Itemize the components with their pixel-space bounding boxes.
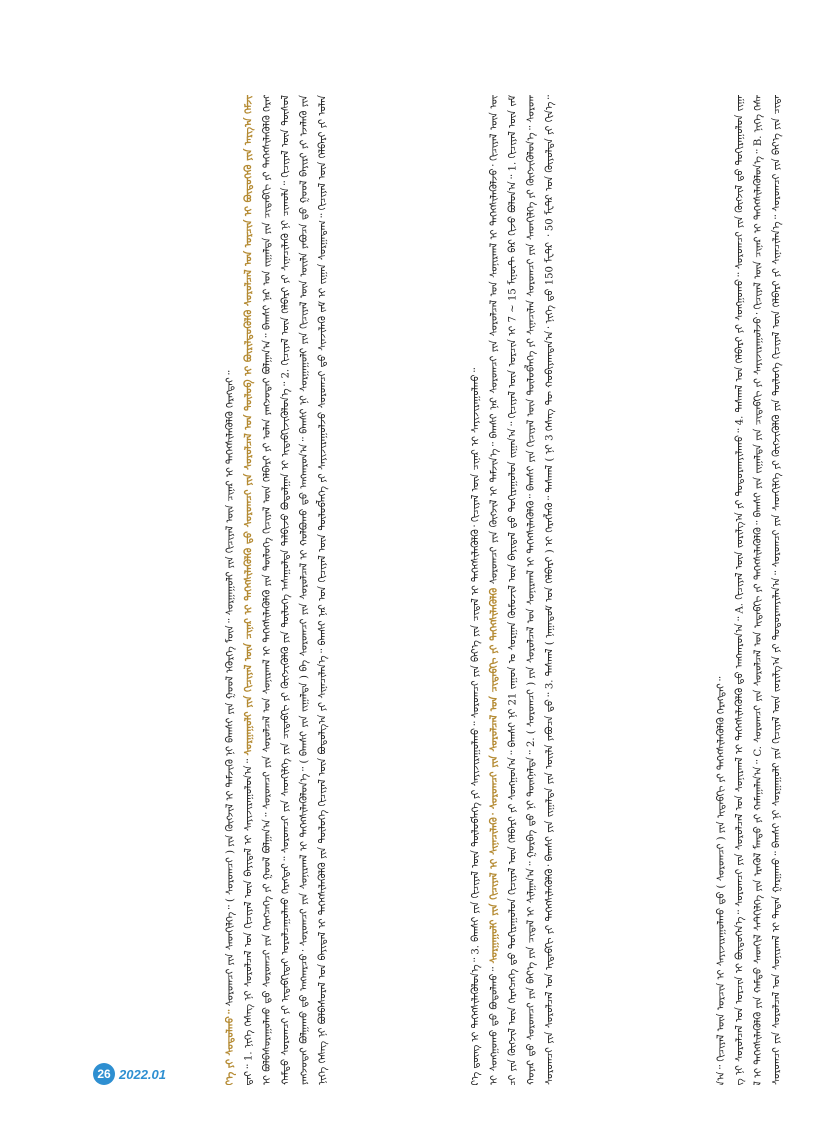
text-column-right [565,95,787,1085]
page-number: 26 [93,1063,115,1085]
section-subheading: ᠰᠤᠷᠤᠯᠴᠠᠯ ᠤᠨ ᠣᠷᠴᠢᠨ ᠢ ᠪᠦᠲᠦᠭᠡᠬᠦ ᠶᠢᠨ ᠠᠷᠭ᠎ᠠ ᠬᠡᠮᠵᠢᠶ᠎ᠡ ᠶᠢ ᠰᠤᠳᠤᠯᠬᠤ᠃ [225,95,255,1085]
column-body [338,95,560,1085]
text-column-middle [338,95,560,1085]
text-column-left [108,95,333,1085]
issue-date: 2022.01 [119,1066,166,1082]
column-body [108,95,333,1085]
body-paragraph: ᠰᠤᠷᠤᠭᠴᠢ ᠶᠢᠨ ᠬᠥᠭᠵᠢᠯ ᠢ ᠳᠡᠮᠵᠢᠨ᠎ᠡ᠃ ᠪᠠᠭᠰᠢ ᠨᠠᠷ ᠰᠤᠷᠤᠭᠴᠢ ᠶᠢᠨ ᠰᠤᠷᠤᠯᠴᠠᠯ ᠤᠨ ᠰᠣᠨᠢᠷᠬᠠᠯ ᠢ ᠳᠡᠭᠡᠭᠰᠢᠯᠡᠭᠦᠯᠵᠦ᠂ ᠬᠢᠴᠢᠶᠡᠯ ᠦᠨ ᠦᠷ᠎ᠡ ᠳ᠋ᠦᠩ ᠢ ᠳᠡᠭᠡᠭᠰᠢᠯᠡᠭᠦᠯᠦᠨ᠎ᠡ᠃ 3. ᠪᠠᠭᠰᠢ ᠶᠢᠨ ᠬᠢᠴᠢᠶᠡᠯ ᠦᠨ ᠲᠥᠯᠥᠪᠯᠡᠭᠡ ᠶᠢ ᠰᠠᠶᠢᠵᠢᠷᠠᠭᠤᠯᠬᠤ᠃ ᠰᠤᠷᠤᠭᠴᠢ ᠶᠢᠨ ᠪᠡᠶ᠎ᠡ ᠶᠢᠨ ᠴᠢᠳᠠᠯ ᠢ ᠳᠡᠭᠡᠭᠰᠢᠯᠡᠭᠦᠯᠬᠦ᠂ ᠬᠢᠴᠢᠶᠡᠯ ᠦᠨ ᠴᠢᠨᠠᠷ ᠢ ᠰᠠᠶᠢᠵᠢᠷᠠᠭᠤᠯᠬᠤ᠃ [470,95,500,1085]
page-folio [93,1063,166,1085]
section-heading: ᠰᠤᠷᠭᠠᠭᠤᠯᠢ ᠶᠢᠨ ᠬᠢᠴᠢᠶᠡᠯ ᠦᠨ ᠴᠢᠨᠠᠷ ᠢ ᠳᠡᠭᠡᠭᠰᠢᠯᠡᠭᠦᠯᠬᠦ ᠳ᠋ᠤ ᠰᠤᠷᠤᠭᠴᠢ ᠶᠢᠨ ᠰᠤᠷᠤᠯᠴᠠᠯ ᠤᠨ ᠲᠥᠯᠥᠪ ᠢ ᠪᠦᠷᠢᠯᠳᠦᠭᠦᠯᠬᠦ [243,309,255,756]
section-heading: ᠰᠤᠷᠭᠠᠭᠤᠯᠢ ᠶᠢᠨ ᠬᠢᠴᠢᠶᠡᠯ ᠢ ᠰᠢᠨᠡᠴᠢᠯᠡᠬᠦ᠂ ᠰᠤᠷᠤᠭᠴᠢ ᠶᠢᠨ ᠰᠤᠷᠤᠯᠴᠠᠯ ᠤᠨ ᠴᠢᠳᠠᠪᠬᠢ ᠶᠢ ᠳᠡᠭᠡᠭᠰᠢᠯᠡᠭᠦᠯᠬᠦ [489,587,500,964]
body-paragraph: ᠨᠢᠭᠡ ᠬᠡᠰᠡᠭ ᠨᠢ ᠪᠣᠯᠪᠠᠰᠤᠷᠠᠯ ᠤᠨ ᠪᠠᠶᠢᠳᠠᠯ ᠢ ᠳᠡᠭᠡᠭᠰᠢᠯᠡᠭᠦᠯᠬᠦ ᠶᠢᠨ ᠲᠥᠯᠥᠭᠡ ᠬᠢᠴᠢᠶᠡᠯ ᠦᠨ ᠪᠤᠳᠤᠯᠭ᠎ᠠ ᠶᠢ ᠰᠢᠨᠡᠴᠢᠯᠡᠨ᠎ᠡ᠃ ᠪᠠᠭᠰᠢ ᠨᠠᠷ ᠤᠨ ᠬᠢᠴᠢᠶᠡᠯ ᠦᠨ ᠲᠥᠯᠥᠪᠯᠡᠭᠡ ᠶᠢ ᠰᠠᠶᠢᠵᠢᠷᠠᠭᠤᠯᠵᠤ ᠰᠤᠷᠤᠭᠴᠢ ᠳ᠋ᠤ ᠰᠢᠨᠵᠢᠯᠡᠬᠦ ᠵᠠᠮ ᠢ ᠵᠢᠭᠠᠨ ᠰᠤᠷᠭᠠᠳᠠᠭ᠃ ᠬᠢᠴᠢᠶᠡᠯ ᠦᠨ ᠬᠡᠯᠪᠡᠷᠢ ᠶᠢ ᠣᠯᠠᠨ ᠶᠠᠩᠵᠤᠳᠠᠢ ᠪᠣᠯᠭᠠᠬᠤ ᠳ᠋ᠤ ᠠᠩᠬᠠᠷᠴᠤ᠂ ᠰᠤᠷᠤᠭᠴᠢ ᠶᠢᠨ ᠰᠣᠨᠢᠷᠬᠠᠯ ᠢ ᠳᠡᠭᠡᠭᠰᠢᠯᠡᠭᠦᠯᠦᠨ᠎ᠡ᠃ ( ᠪᠠᠭᠰᠢ ᠶᠢᠨ ᠵᠢᠭᠠᠯᠲᠠ ) ᠪᠠ ᠰᠤᠷᠤᠭᠴᠢ ᠶᠢᠨ ᠰᠤᠷᠤᠯᠴᠠᠯ ᠢ ᠬᠣᠯᠪᠣᠬᠤ ᠳ᠋ᠤ ᠠᠩᠬᠠᠷᠤᠨ᠎ᠠ᠃ ᠪᠠᠭᠰᠢ ᠨᠢ ᠰᠤᠷᠭᠠᠭᠤᠯᠢ ᠶᠢᠨ ᠬᠢᠴᠢᠶᠡᠯ ᠦᠨ ᠦᠢᠯᠡ ᠶᠠᠪᠤᠴᠠ ᠳ᠋ᠤ ᠭᠣᠣᠯ ᠪᠠᠶᠢᠷᠢ ᠶᠢ ᠡᠵᠡᠯᠡᠬᠦ ᠶᠢᠨ ᠬᠠᠮᠲᠤ ᠰᠤᠷᠤᠭᠴᠢ ᠶᠢ ᠢᠳᠡᠪᠬᠢᠲᠡᠶ ᠣᠷᠤᠯᠴᠠᠭᠤᠯᠬᠤ ᠬᠡᠷᠡᠭᠲᠡᠢ᠃ ᠰᠤᠷᠤᠭᠴᠢ ᠶᠢᠨ ᠰᠡᠳᠬᠢᠯᠭᠡ ᠶᠢᠨ ᠴᠢᠳᠠᠪᠬᠢ ᠶᠢ ᠬᠥᠭᠵᠢᠭᠦᠯᠬᠦ ᠶᠢᠨ ᠲᠥᠯᠥᠭᠡ ᠠᠰᠠᠭᠤᠯᠲᠠ ᠲᠠᠯᠪᠢᠵᠤ ᠪᠣᠳᠤᠯᠭᠠᠨ ᠢ ᠢᠳᠡᠪᠬᠢᠵᠢᠭᠦᠯᠦᠨ᠎ᠡ᠃ 2. ᠬᠢᠴᠢᠶᠡᠯ ᠦᠨ ᠬᠡᠯᠪᠡᠷᠢ ᠶᠢ ᠰᠢᠨᠡᠴᠢᠯᠡᠬᠦ ᠨᠢ ᠴᠢᠬᠤᠯᠠ᠃ ᠬᠢᠴᠢᠶᠡᠯ ᠦᠨ ᠲᠥᠰᠥᠯ ᠢ ᠪᠣᠯᠪᠠᠰᠤᠷᠠᠭᠤᠯᠬᠤ ᠳ᠋ᠤ ᠰᠤᠷᠤᠭᠴᠢ ᠶᠢᠨ ᠬᠡᠷᠡᠭᠴᠡᠭᠡ ᠶᠢ ᠭᠣᠣᠯ ᠪᠣᠯᠭᠠᠨ᠎ᠠ᠃ ᠰᠤᠷᠤᠭᠴᠢ ᠶᠢᠨ ᠰᠤᠷᠤᠯᠴᠠᠯ ᠤᠨ ᠰᠣᠨᠢᠷᠬᠠᠯ ᠢ ᠳᠡᠭᠡᠭᠰᠢᠯᠡᠭᠦᠯᠬᠦ ᠶᠢᠨ ᠲᠥᠯᠥᠭᠡ ᠬᠢᠴᠢᠶᠡᠯ ᠦᠨ ᠬᠡᠯᠪᠡᠷᠢ ᠶᠢ ᠣᠯᠠᠨ ᠶᠠᠩᠵᠤᠳᠠᠢ ᠪᠣᠯᠭᠠᠨ᠎ᠠ᠃ ᠪᠠᠭᠰᠢ ᠨᠠᠷ ᠤᠨ ᠵᠢᠭᠠᠯᠲᠠ ᠶᠢᠨ ᠴᠢᠳᠠᠪᠬᠢ ᠶᠢ ᠳᠡᠭᠡᠭᠰᠢᠯᠡᠭᠦᠯᠬᠦ ᠬᠡᠷᠡᠭᠲᠡᠢ᠃ 1. ᠨᠢᠭᠡ ᠬᠡᠰᠡᠭ ᠨᠢ ᠰᠤᠷᠤᠯᠴᠠᠯ ᠤᠨ ᠬᠢᠴᠢᠶᠡᠯ ᠦᠨ ᠪᠠᠶᠢᠳᠠᠯ ᠢ ᠰᠠᠶᠢᠵᠢᠷᠠᠭᠤᠯᠤᠨ᠎ᠠ᠃ [243,95,329,1085]
body-paragraph: ᠰᠤᠷᠤᠭᠴᠢ ᠶᠢᠨ ᠰᠡᠳᠬᠢᠯᠭᠡ᠃ ( ᠰᠤᠷᠤᠭᠴᠢ ) ᠶᠢᠨ ᠬᠥᠭᠵᠢᠯ ᠢ ᠳᠡᠮᠵᠢᠬᠦ ᠨᠢ ᠪᠠᠭᠰᠢ ᠶᠢᠨ ᠭᠣᠣᠯ ᠡᠭᠦᠷᠭᠡ ᠮᠥᠨ᠃ ᠰᠤᠷᠭᠠᠭᠤᠯᠢ ᠶᠢᠨ ᠬᠢᠴᠢᠶᠡᠯ ᠦᠨ ᠴᠢᠨᠠᠷ ᠢ ᠳᠡᠭᠡᠭᠰᠢᠯᠡᠭᠦᠯᠬᠦ ᠬᠡᠷᠡᠭᠲᠡᠢ᠃ [225,370,236,1007]
body-paragraph: ᠰᠤᠷᠤᠭᠴᠢ ᠶᠢᠨ ᠰᠤᠷᠤᠯᠴᠠᠯ ᠤᠨ ᠢᠳᠡᠪᠬᠢ ᠶᠢ ᠳᠡᠭᠡᠭᠰᠢᠯᠡᠭᠦᠯᠬᠦ᠂ ᠪᠠᠭᠰᠢ ᠶᠢᠨ ᠵᠢᠭᠠᠯᠲᠠ ᠶᠢᠨ ᠦᠢᠯᠡ ᠶᠠᠪᠤᠴᠠ ᠳ᠋ᠤ᠃ 3. ᠳᠠᠰᠬᠠᠯ ( ᠨᠠᠭᠠᠳᠤᠮ ᠤᠨ ᠬᠡᠯᠪᠡᠷᠢ ) ᠢ ᠬᠡᠷᠡᠭᠯᠡᠬᠦ᠃ ᠳᠠᠰᠬᠠᠯ ( ᠨᠢ 3 ᠬᠡᠰᠡᠭ ᠲᠦ ᠬᠤᠪᠢᠶᠠᠭᠳᠠᠨ᠎ᠠ᠂ ᠨᠢᠭᠡ ᠳ᠋ᠤ 150 ᠮᠧᠲ᠋ᠷ ᠂ 50 ᠮᠧᠲ᠋ᠷ ᠤᠨ ᠭᠦᠶᠦᠯᠲᠡ ᠶᠢ ᠬᠢᠨ᠎ᠡ᠃ ᠬᠣᠶᠠᠷ ᠳ᠋ᠤ ᠰᠤᠷᠤᠭᠴᠢ ᠶᠢᠨ ᠪᠡᠶ᠎ᠡ ᠶᠢᠨ ᠴᠢᠳᠠᠯ ᠢ ᠰᠢᠯᠭᠠᠨ᠎ᠠ᠃ ᠭᠤᠷᠪᠠ ᠳ᠋ᠤ ᠨᠢ ᠳᠦᠩᠨᠡᠯᠲᠡ᠃ 2. ( ᠰᠤᠷᠤᠭᠴᠢ ) ᠶᠢᠨ ᠰᠤᠷᠤᠯᠴᠠᠯ ᠤᠨ ᠰᠣᠨᠢᠷᠬᠠᠯ ᠢ ᠳᠡᠭᠡᠭᠰᠢᠯᠡᠭᠦᠯᠬᠦ᠃ ᠪᠠᠭᠰᠢ ᠶᠢᠨ ᠬᠢᠴᠢᠶᠡᠯ ᠦᠨ ᠲᠥᠯᠥᠪᠯᠡᠭᠡ ᠶᠢ ᠰᠢᠨᠡᠴᠢᠯᠡᠨ ᠰᠤᠷᠤᠭᠴᠢ ᠶᠢᠨ ᠰᠡᠳᠬᠢᠯᠭᠡ ᠶᠢ ᠬᠥᠭᠵᠢᠭᠦᠯᠦᠨ᠎ᠡ᠃ ᠰᠤᠷᠤᠭᠴᠢ ᠶᠢᠨ ᠬᠥᠭᠵᠢᠯ ᠦᠨ ᠬᠡᠷᠡᠭᠴᠡᠭᠡ ᠳ᠋ᠤ ᠲᠣᠬᠢᠷᠠᠭᠤᠯᠤᠨ ᠬᠢᠴᠢᠶᠡᠯ ᠦᠨ ᠬᠡᠯᠪᠡᠷᠢ ᠶᠢ ᠰᠣᠩᠭᠣᠨ᠎ᠠ᠃ ᠪᠠᠭᠰᠢ ᠨᠢ 21 ᠵᠠᠭᠤᠨ ᠤ ᠰᠤᠷᠭᠠᠨ ᠬᠦᠮᠦᠵᠢᠯ ᠦᠨ ᠪᠠᠶᠢᠳᠠᠯ ᠳ᠋ᠤ ᠲᠣᠬᠢᠷᠠᠭᠤᠯᠤᠨ ᠵᠢᠭᠠᠨ᠎ᠠ᠃ ᠬᠢᠴᠢᠶᠡᠯ ᠦᠨ ᠣᠷᠴᠢᠨ ᠢ 7 ~ 15 ᠮᠢᠨᠦ᠋ᠲ ᠪᠠᠷ ᠬᠢᠵᠦ ᠪᠣᠯᠤᠨ᠎ᠠ᠃ 1. ᠬᠢᠴᠢᠶᠡᠯ ᠦᠨ ᠵᠠᠮ ᠢ ᠰᠣᠩᠭᠣᠬᠤ ᠳ᠋ᠤ ᠪᠣᠳᠤᠯᠬᠤ᠃ [489,95,556,1085]
column-text: ᠰᠤᠷᠤᠭᠴᠢ ᠶᠢᠨ ᠰᠤᠷᠤᠯᠴᠠᠯ ᠤᠨ ᠰᠣᠨᠢᠷᠬᠠᠯ ᠢ ᠲᠠᠲᠠᠨ ᠭᠠᠷᠭᠠᠬᠤ᠃ ᠪᠠᠭᠰᠢ ᠨᠢ ᠰᠤᠷᠭᠠᠭᠤᠯᠢ ᠶᠢᠨ ᠬᠢᠴᠢᠶᠡᠯ ᠦᠨ ᠵᠣᠷᠢᠯᠭ᠎ᠠ ᠶᠢ ᠲᠣᠳᠤᠷᠬᠠᠶᠢᠯᠠᠨ᠎ᠠ᠃ ᠰᠤᠷᠤᠭᠴᠢ ᠶᠢᠨ ᠰᠡᠳᠬᠢᠯᠭᠡ ᠶᠢ ᠬᠥᠭᠵᠢᠭᠦᠯᠬᠦ ᠶᠢᠨ ᠲᠥᠯᠥᠭᠡ ᠬᠢᠴᠢᠶᠡᠯ ᠦᠨ ᠬᠡᠯᠪᠡᠷᠢ ᠶᠢ ᠰᠢᠨᠡᠴᠢᠯᠡᠨ᠎ᠡ᠃ ᠰᠤᠷᠤᠭᠴᠢ ᠶᠢᠨ ᠪᠡᠶ᠎ᠡ ᠶᠢᠨ ᠴᠢᠳᠠᠯ ᠢ ᠳᠡᠭᠡᠭᠰᠢᠯᠡᠭᠦᠯᠬᠦ ᠶᠢᠨ ᠬᠠᠮᠲᠤ ᠰᠡᠳᠬᠢᠯ ᠰᠡᠲᠬᠢᠯᠭᠡ ᠶᠢᠨ ᠡᠷᠡᠬᠦᠯ ᠮᠡᠨᠳᠦ ᠶᠢ ᠬᠠᠮᠠᠭᠠᠯᠠᠨ᠎ᠠ᠃ C. ᠰᠤᠷᠤᠭᠴᠢ ᠶᠢᠨ ᠰᠤᠷᠤᠯᠴᠠᠯ ᠤᠨ ᠢᠳᠡᠪᠬᠢ ᠶᠢ ᠳᠡᠭᠡᠭᠰᠢᠯᠡᠭᠦᠯᠬᠦ᠃ ᠪᠠᠭᠰᠢ ᠶᠢᠨ ᠵᠢᠭᠠᠯᠲᠠ ᠶᠢᠨ ᠴᠢᠳᠠᠪᠬᠢ ᠶᠢ ᠰᠠᠶᠢᠵᠢᠷᠠᠭᠤᠯᠵᠤ᠂ ᠬᠢᠴᠢᠶᠡᠯ ᠦᠨ ᠴᠢᠨᠠᠷ ᠢ ᠳᠡᠭᠡᠭᠰᠢᠯᠡᠭᠦᠯᠦᠨ᠎ᠡ᠃ B. ᠨᠢᠭᠡ ᠬᠡᠰᠡᠭ ᠨᠢ ᠰᠤᠷᠤᠯᠴᠠᠯ ᠤᠨ ᠣᠷᠴᠢᠨ ᠢ ᠪᠦᠲᠦᠭᠡᠨ᠎ᠡ᠃ ᠰᠤᠷᠤᠭᠴᠢ ᠶᠢᠨ ᠰᠤᠷᠤᠯᠴᠠᠯ ᠤᠨ ᠰᠣᠨᠢᠷᠬᠠᠯ ᠢ ᠳᠡᠭᠡᠭᠰᠢᠯᠡᠭᠦᠯᠬᠦ ᠳ᠋ᠤ ᠠᠩᠬᠠᠷᠤᠨ᠎ᠠ᠃ A. ᠬᠢᠴᠢᠶᠡᠯ ᠦᠨ ᠵᠣᠷᠢᠯᠭ᠎ᠠ ᠶᠢ ᠲᠣᠳᠤᠷᠬᠠᠶᠢᠯᠠᠬᠤ᠃ 4. ᠳᠠᠰᠬᠠᠯ ᠤᠨ ᠬᠡᠯᠪᠡᠷᠢ ᠶᠢ ᠰᠣᠩᠭᠣᠬᠤ᠃ ᠰᠤᠷᠤᠭᠴᠢ ᠶᠢᠨ ᠬᠥᠭᠵᠢᠯ ᠳ᠋ᠤ ᠲᠣᠬᠢᠷᠠᠭᠤᠯᠤᠨ ᠵᠢᠭᠠᠨ᠎ᠠ᠃ ᠬᠢᠴᠢᠶᠡᠯ ᠦᠨ ᠣᠷᠴᠢᠨ ᠢ ᠰᠠᠶᠢᠵᠢᠷᠠᠭᠤᠯᠬᠤ ᠳ᠋ᠤ ( ᠰᠤᠷᠤᠭᠴᠢ ) ᠶᠢᠨ ᠢᠳᠡᠪᠬᠢ ᠶᠢ ᠳᠡᠭᠡᠭᠰᠢᠯᠡᠭᠦᠯᠬᠦ ᠬᠡᠷᠡᠭᠲᠡᠢ᠃ [716,95,783,1085]
